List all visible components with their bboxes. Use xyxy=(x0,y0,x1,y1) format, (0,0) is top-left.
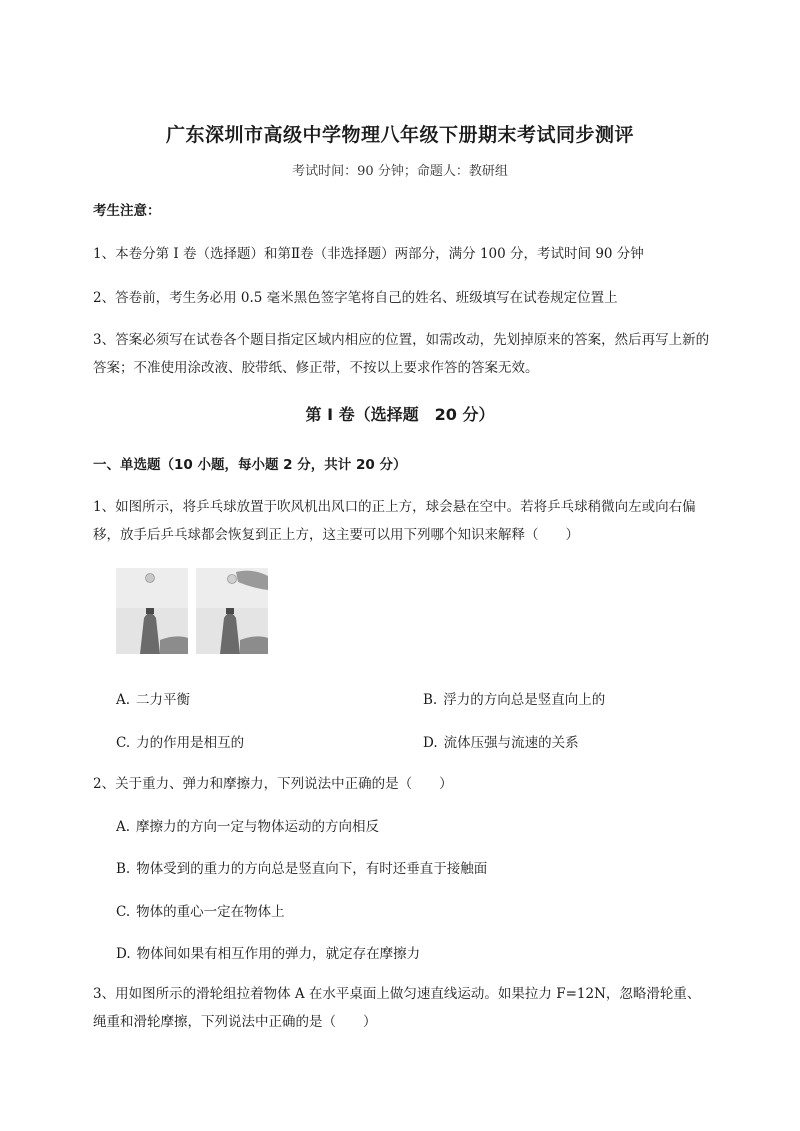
option-label: A. xyxy=(116,819,131,835)
option-d xyxy=(116,942,420,962)
notice-heading: 考生注意： xyxy=(93,203,161,219)
option-label: A. xyxy=(116,692,131,708)
option-label: D. xyxy=(423,735,438,751)
option-a xyxy=(116,815,379,835)
question-stem: 3、用如图所示的滑轮组拉着物体 A 在水平桌面上做匀速直线运动。如果拉力 F=12N，忽略滑轮重、绳重和滑轮摩擦，下列说法中正确的是（ ） xyxy=(93,986,701,1030)
notice-item: 2、答卷前，考生务必用 0.5 毫米黑色签字笔将自己的姓名、班级填写在试卷规定位置上 xyxy=(93,290,618,306)
option-text: 摩擦力的方向一定与物体运动的方向相反 xyxy=(136,819,380,835)
part-heading: 一、单选题（10 小题，每小题 2 分，共计 20 分） xyxy=(93,457,407,473)
question-stem: 2、关于重力、弹力和摩擦力，下列说法中正确的是（ ） xyxy=(93,776,453,792)
option-label: C. xyxy=(116,904,131,920)
option-text: 物体受到的重力的方向总是竖直向下，有时还垂直于接触面 xyxy=(136,861,488,877)
page-title: 广东深圳市高级中学物理八年级下册期末考试同步测评 xyxy=(165,124,634,146)
option-b xyxy=(116,857,487,877)
option-text: 物体间如果有相互作用的弹力，就定存在摩擦力 xyxy=(136,946,421,962)
question-stem: 1、如图所示，将乒乓球放置于吹风机出风口的正上方，球会悬在空中。若将乒乓球稍微向左或向右偏移，放手后乒乓球都会恢复到正上方，这主要可以用下列哪个知识来解释（ ） xyxy=(93,499,696,543)
option-text: 物体的重心一定在物体上 xyxy=(136,904,285,920)
notice-item: 3、答案必须写在试卷各个题目指定区域内相应的位置，如需改动，先划掉原来的答案，然后再写上新的答案；不准使用涂改液、胶带纸、修正带，不按以上要求作答的答案无效。 xyxy=(93,332,710,376)
section-title: 第 I 卷（选择题 20 分） xyxy=(305,405,495,424)
option-c xyxy=(116,900,285,920)
option-a xyxy=(116,688,190,708)
option-text: 浮力的方向总是竖直向上的 xyxy=(443,692,606,708)
option-d xyxy=(423,731,579,751)
exam-info: 考试时间：90 分钟；命题人：教研组 xyxy=(292,164,508,179)
option-text: 力的作用是相互的 xyxy=(136,735,245,751)
option-text: 流体压强与流速的关系 xyxy=(443,735,579,751)
option-b xyxy=(423,688,605,708)
option-label: B. xyxy=(423,692,438,708)
option-text: 二力平衡 xyxy=(136,692,191,708)
notice-item: 1、本卷分第 I 卷（选择题）和第Ⅱ卷（非选择题）两部分，满分 100 分，考试时间 90 分钟 xyxy=(93,246,644,262)
figure-hair-dryer-photo xyxy=(116,568,188,654)
option-label: D. xyxy=(116,946,131,962)
figure-hair-dryer-photo xyxy=(196,568,268,654)
option-label: C. xyxy=(116,735,131,751)
option-label: B. xyxy=(116,861,131,877)
option-c xyxy=(116,731,244,751)
